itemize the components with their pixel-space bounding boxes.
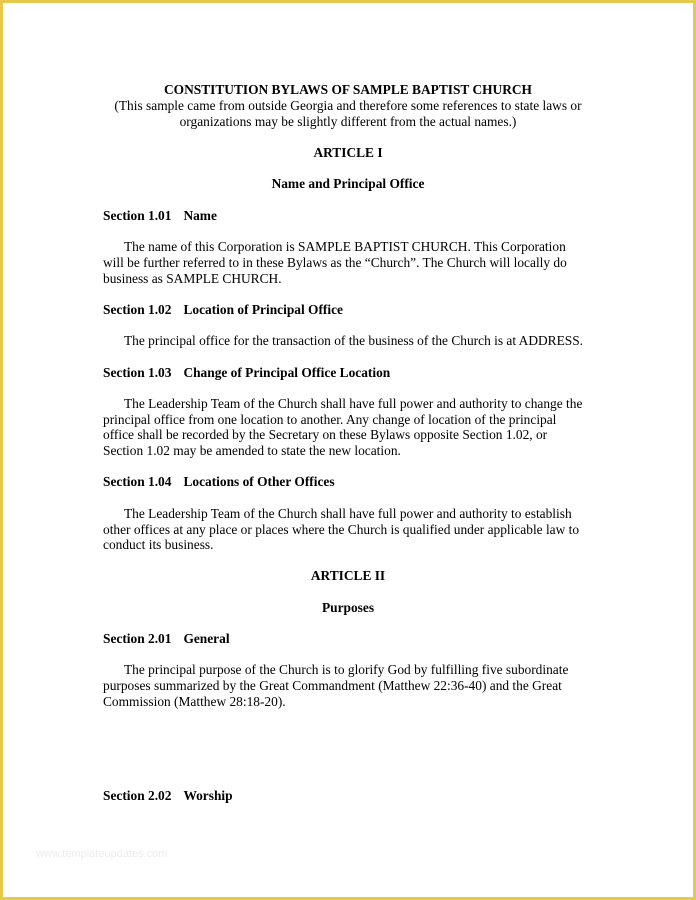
section-number: Section 1.04 (103, 474, 172, 489)
section-number: Section 2.02 (103, 788, 172, 803)
section-title: Location of Principal Office (183, 302, 343, 317)
section-number: Section 1.01 (103, 208, 172, 223)
section-1-03-line-4: Section 1.02 may be amended to state the new location. (103, 443, 401, 458)
section-number: Section 2.01 (103, 631, 172, 646)
section-1-02-heading (103, 302, 343, 318)
section-number: Section 1.03 (103, 365, 172, 380)
section-1-04-heading (103, 474, 335, 490)
section-1-01-line-3: business as SAMPLE CHURCH. (103, 271, 282, 286)
section-1-04-line-2: other offices at any place or places where the Church is qualified under applicable law to (103, 522, 580, 537)
section-number: Section 1.02 (103, 302, 172, 317)
section-1-01-heading (103, 208, 217, 224)
watermark-text: www.templateupdates.com (36, 848, 168, 860)
section-1-01-line-1: The name of this Corporation is SAMPLE BAPTIST CHURCH. This Corporation (124, 239, 566, 254)
section-title: Name (183, 208, 217, 223)
section-1-01-line-2: will be further referred to in these Bylaws as the “Church”. The Church will locally do (103, 255, 567, 270)
section-1-03-line-2: principal office from one location to another. Any change of location of the principal (103, 412, 557, 427)
article-1-heading: ARTICLE I (313, 145, 383, 160)
section-title: Locations of Other Offices (183, 474, 335, 489)
section-2-01-line-1: The principal purpose of the Church is to glorify God by fulfilling five subordinate (124, 662, 569, 677)
section-title: Worship (183, 788, 233, 803)
section-2-01-line-2: purposes summarized by the Great Commandment (Matthew 22:36-40) and the Great (103, 678, 562, 693)
section-1-03-heading (103, 365, 390, 381)
document-note-line-2: organizations may be slightly different from the actual names.) (179, 114, 517, 129)
section-1-03-line-3: office shall be recorded by the Secretary on these Bylaws opposite Section 1.02, or (103, 427, 548, 442)
document-title: CONSTITUTION BYLAWS OF SAMPLE BAPTIST CHURCH (164, 82, 532, 97)
section-2-01-line-3: Commission (Matthew 28:18-20). (103, 694, 286, 709)
section-1-04-line-3: conduct its business. (103, 537, 214, 552)
article-2-subheading: Purposes (321, 600, 375, 615)
section-1-02-line-1: The principal office for the transaction of the business of the Church is at ADDRESS. (124, 333, 584, 348)
document-note-line-1: (This sample came from outside Georgia and therefore some references to state laws or (114, 98, 582, 113)
section-title: Change of Principal Office Location (183, 365, 391, 380)
article-2-heading: ARTICLE II (310, 568, 386, 583)
section-1-04-line-1: The Leadership Team of the Church shall have full power and authority to establish (124, 506, 572, 521)
section-title: General (183, 631, 230, 646)
section-2-01-heading (103, 631, 230, 647)
section-1-03-line-1: The Leadership Team of the Church shall have full power and authority to change the (124, 396, 583, 411)
article-1-subheading: Name and Principal Office (271, 176, 425, 191)
section-2-02-heading (103, 788, 233, 804)
